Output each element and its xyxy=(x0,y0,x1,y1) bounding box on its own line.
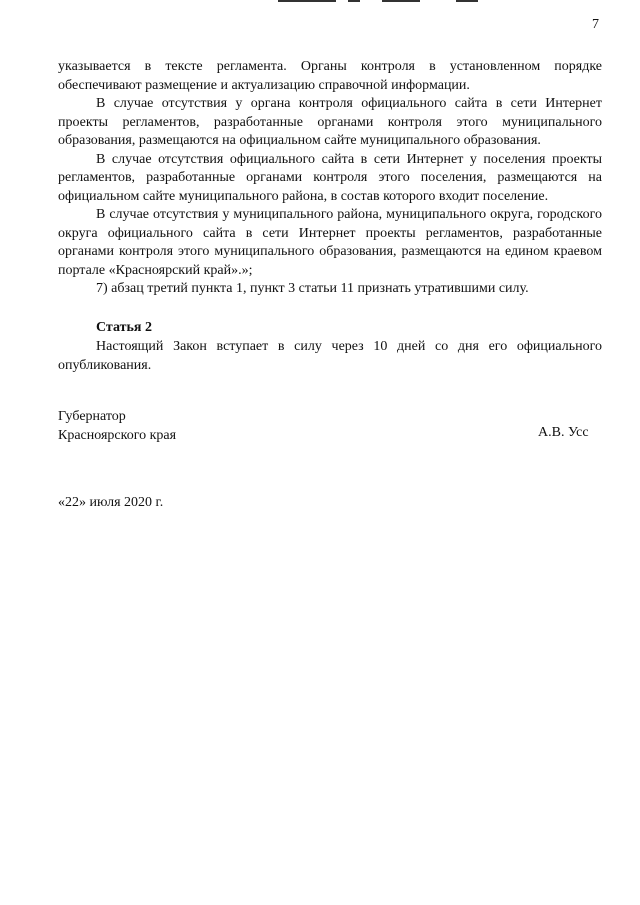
top-scan-marks xyxy=(270,0,490,4)
signature-title-line-2: Красноярского края xyxy=(58,428,177,443)
article-body-block xyxy=(58,338,602,375)
paragraph-1: указывается в тексте регламента. Органы контроля в установленном порядке обеспечивают размещение и актуализацию справочной информации. xyxy=(58,59,602,93)
top-mark-1 xyxy=(278,0,336,2)
top-mark-3 xyxy=(382,0,420,2)
top-mark-4 xyxy=(456,0,478,2)
article-body: Настоящий Закон вступает в силу через 10 дней со дня его официального опубликования. xyxy=(58,339,602,373)
page-number: 7 xyxy=(592,17,599,32)
paragraph-3: В случае отсутствия официального сайта в сети Интернет у поселения проекты регламентов, разработанные органами контроля этого поселения, размещаются на официальном сайте муниципального района, в состав которого входит поселение. xyxy=(58,151,602,204)
document-date: «22» июля 2020 г. xyxy=(58,495,164,510)
article-title: Статья 2 xyxy=(96,320,152,335)
signature-title-line-1: Губернатор xyxy=(58,409,126,424)
paragraph-2: В случае отсутствия у органа контроля официального сайта в сети Интернет проекты регламентов, разработанные органами контроля этого муниципального образования, размещаются на официальном сайте муниципального образования. xyxy=(58,96,602,148)
paragraph-4: В случае отсутствия у муниципального района, муниципального округа, городского округа официального сайта в сети Интернет проекты регламентов, разработанные органами контроля этого муниципального образования, размещаются на едином краевом портале «Красноярский край».»; xyxy=(58,207,602,278)
signature-name: А.В. Усс xyxy=(538,425,589,440)
top-mark-2 xyxy=(348,0,360,2)
paragraph-5: 7) абзац третий пункта 1, пункт 3 статьи 11 признать утратившими силу. xyxy=(96,281,529,296)
main-text-block xyxy=(58,58,602,299)
